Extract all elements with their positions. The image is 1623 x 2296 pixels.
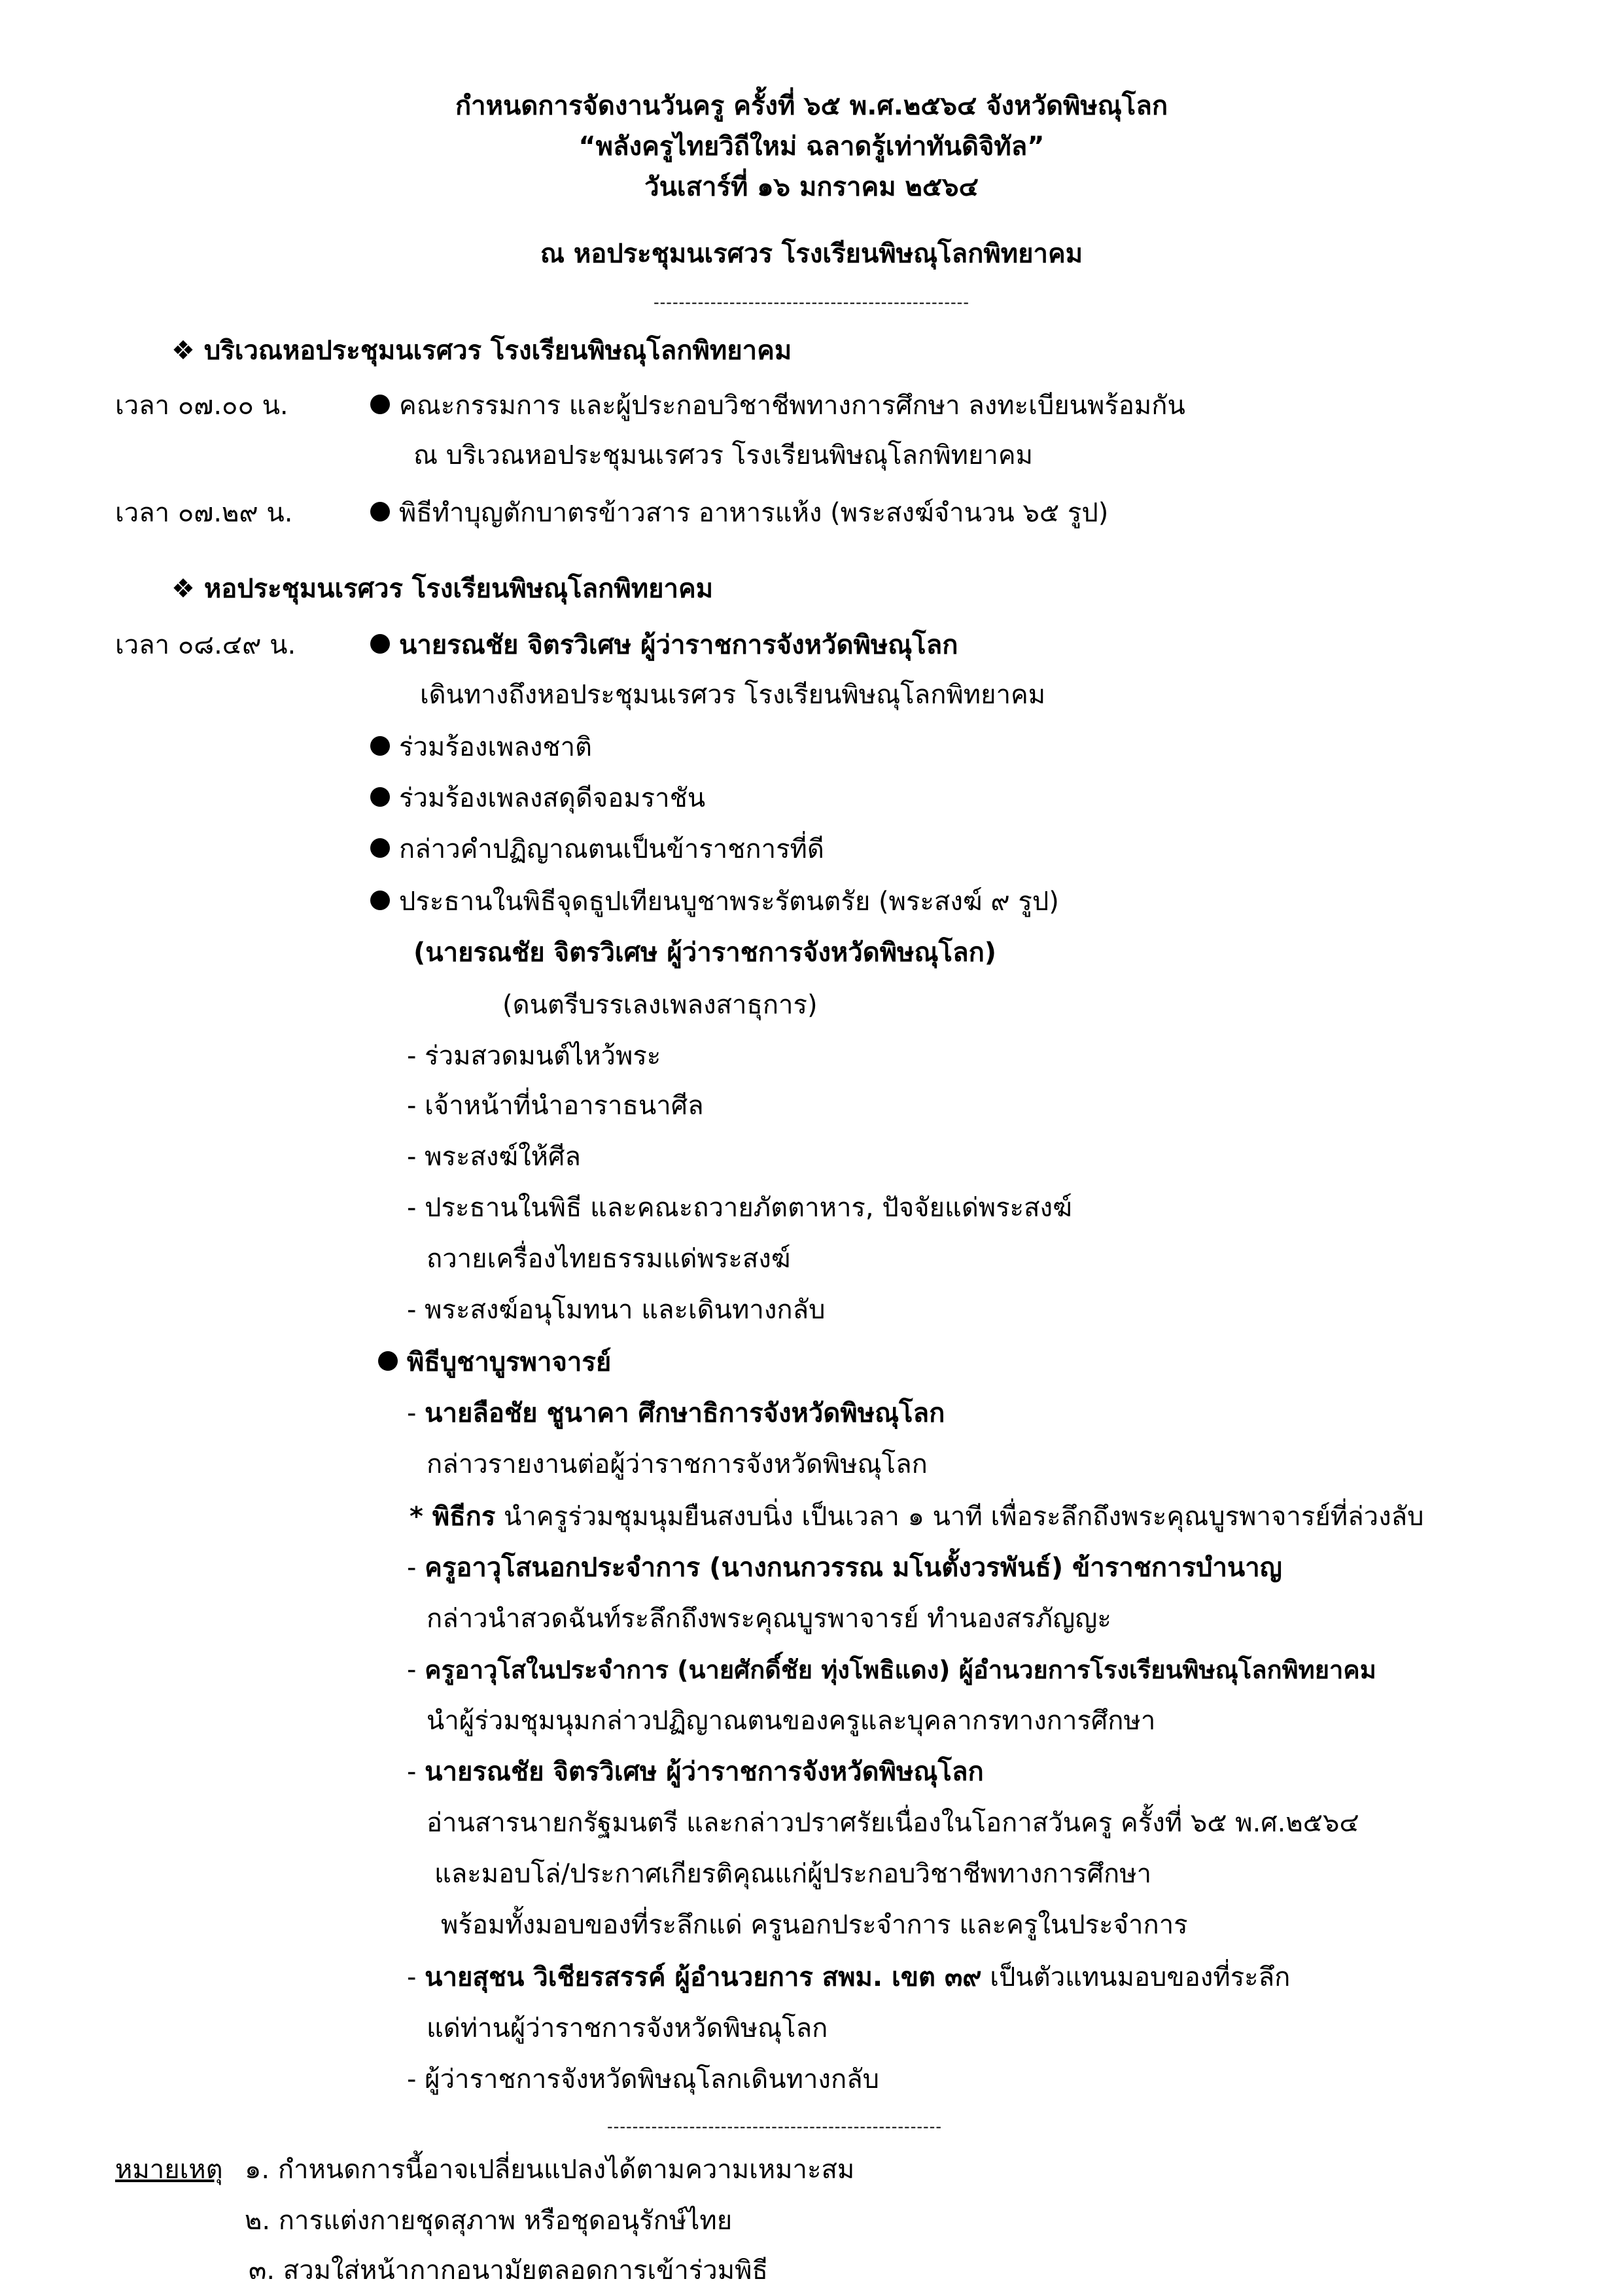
royal-anthem-item <box>370 783 705 814</box>
dash: - <box>407 1962 425 1992</box>
candle-music: (ดนตรีบรรเลงเพลงสาธุการ) <box>502 990 818 1020</box>
oath-item <box>370 834 824 865</box>
puja-item-3-name: ครูอาวุโสนอกประจำการ (นางกนกวรรณ มโนตั้งวรพันธ์) ข้าราชการบำนาญ <box>425 1553 1282 1583</box>
header-venue: ณ หอประชุมนเรศวร โรงเรียนพิษณุโลกพิทยาคม <box>540 239 1083 269</box>
rite-item: - ร่วมสวดมนต์ไหว้พระ <box>407 1041 661 1071</box>
diamond-bullet-icon: ❖ <box>171 336 195 366</box>
puja-item-1-name: นายลือชัย ชูนาคา ศึกษาธิการจังหวัดพิษณุโลก <box>425 1398 945 1428</box>
candle-text: ประธานในพิธีจุดธูปเทียนบูชาพระรัตนตรัย (พระสงฆ์ ๙ รูป) <box>399 887 1059 917</box>
puja-item-6-line2: แด่ท่านผู้ว่าราชการจังหวัดพิษณุโลก <box>427 2013 828 2043</box>
bullet-icon <box>370 395 390 414</box>
candle-item <box>370 886 1059 917</box>
puja-item-5-line2: อ่านสารนายกรัฐมนตรี และกล่าวปราศรัยเนื่องในโอกาสวันครู ครั้งที่ ๖๕ พ.ศ.๒๕๖๔ <box>427 1808 1359 1838</box>
puja-item-3-line2: กล่าวนำสวดฉันท์ระลึกถึงพระคุณบูรพาจารย์ ทำนองสรภัญญะ <box>427 1604 1111 1634</box>
royal-anthem-text: ร่วมร้องเพลงสดุดีจอมราชัน <box>399 783 706 813</box>
rite-item: - ประธานในพิธี และคณะถวายภัตตาหาร, ปัจจัยแด่พระสงฆ์ <box>407 1193 1072 1223</box>
anthem-item <box>370 732 592 763</box>
section2-title: หอประชุมนเรศวร โรงเรียนพิษณุโลกพิทยาคม <box>203 574 714 604</box>
governor-arrive <box>370 629 958 661</box>
bullet-icon <box>370 634 390 654</box>
bullet-icon <box>370 787 390 807</box>
section1-item-1 <box>370 390 1185 421</box>
section1-heading <box>171 335 792 366</box>
puja-item-1-line2: กล่าวรายงานต่อผู้ว่าราชการจังหวัดพิษณุโลก <box>427 1449 928 1479</box>
puja-item-7: - ผู้ว่าราชการจังหวัดพิษณุโลกเดินทางกลับ <box>407 2064 880 2094</box>
section1-item-1-text: คณะกรรมการ และผู้ประกอบวิชาชีพทางการศึกษา ลงทะเบียนพร้อมกัน <box>399 391 1185 421</box>
section2-heading <box>171 573 713 605</box>
bullet-icon <box>370 891 390 910</box>
puja-title: พิธีบูชาบูรพาจารย์ <box>407 1347 612 1377</box>
anthem-text: ร่วมร้องเพลงชาติ <box>399 732 593 762</box>
note-item: ๑. กำหนดการนี้อาจเปลี่ยนแปลงได้ตามความเหมาะสม <box>245 2155 855 2185</box>
puja-item-6 <box>407 1962 1290 1993</box>
puja-item-5-line3: และมอบโล่/ประกาศเกียรติคุณแก่ผู้ประกอบวิชาชีพทางการศึกษา <box>434 1859 1152 1889</box>
dash: - <box>407 1757 425 1787</box>
dash: - <box>407 1553 425 1583</box>
puja-heading <box>378 1347 611 1378</box>
puja-item-3 <box>407 1552 1282 1583</box>
oath-text: กล่าวคำปฏิญาณตนเป็นข้าราชการที่ดี <box>399 834 824 864</box>
section1-item-2 <box>370 497 1108 529</box>
puja-item-5-line4: พร้อมทั้งมอบของที่ระลึกแด่ ครูนอกประจำการ และครูในประจำการ <box>441 1910 1188 1940</box>
section1-title: บริเวณหอประชุมนเรศวร โรงเรียนพิษณุโลกพิทยาคม <box>203 336 792 366</box>
section1-time-1: เวลา ๐๗.๐๐ น. <box>115 391 288 421</box>
puja-item-5-name: นายรณชัย จิตรวิเศษ ผู้ว่าราชการจังหวัดพิษณุโลก <box>425 1757 984 1787</box>
header-theme: “พลังครูไทยวิถีใหม่ ฉลาดรู้เท่าทันดิจิทัล” <box>578 132 1045 162</box>
dash: - <box>407 1655 425 1685</box>
puja-item-2 <box>410 1501 1424 1532</box>
section1-time-2: เวลา ๐๗.๒๙ น. <box>115 498 293 528</box>
bullet-icon <box>370 736 390 756</box>
puja-item-4-line2: นำผู้ร่วมชุมนุมกล่าวปฏิญาณตนของครูและบุคลากรทางการศึกษา <box>427 1706 1156 1736</box>
mc-label: * พิธีกร <box>410 1502 496 1532</box>
governor-arrive-text: นายรณชัย จิตรวิเศษ ผู้ว่าราชการจังหวัดพิษณุโลก <box>399 630 958 660</box>
diamond-bullet-icon: ❖ <box>171 574 195 604</box>
dash: - <box>407 1398 425 1428</box>
header-title: กำหนดการจัดงานวันครู ครั้งที่ ๖๕ พ.ศ.๒๕๖๔ จังหวัดพิษณุโลก <box>455 91 1168 121</box>
puja-item-1 <box>407 1398 945 1429</box>
section2-divider: ----------------------------------------------------- <box>607 2117 942 2136</box>
bullet-icon <box>370 838 390 858</box>
puja-item-4-name: ครูอาวุโสในประจำการ (นายศักดิ์ชัย ทุ่งโพธิแดง) ผู้อำนวยการโรงเรียนพิษณุโลกพิทยาคม <box>425 1655 1376 1684</box>
header-divider: -------------------------------------------------- <box>653 293 969 311</box>
note-item: ๒. การแต่งกายชุดสุภาพ หรือชุดอนุรักษ์ไทย <box>245 2206 733 2236</box>
puja-item-5 <box>407 1756 984 1788</box>
candle-chair: (นายรณชัย จิตรวิเศษ ผู้ว่าราชการจังหวัดพิษณุโลก) <box>413 938 997 968</box>
header-date: วันเสาร์ที่ ๑๖ มกราคม ๒๕๖๔ <box>644 172 979 202</box>
note-item: ๓. สวมใส่หน้ากากอนามัยตลอดการเข้าร่วมพิธี <box>249 2255 768 2286</box>
notes-label: หมายเหตุ <box>115 2155 223 2185</box>
rite-item: ถวายเครื่องไทยธรรมแด่พระสงฆ์ <box>427 1244 791 1274</box>
puja-item-6-rest: เป็นตัวแทนมอบของที่ระลึก <box>981 1962 1291 1992</box>
governor-arrive-line2: เดินทางถึงหอประชุมนเรศวร โรงเรียนพิษณุโลกพิทยาคม <box>420 680 1046 710</box>
mc-text: นำครูร่วมชุมนุมยืนสงบนิ่ง เป็นเวลา ๑ นาที เพื่อระลึกถึงพระคุณบูรพาจารย์ที่ล่วงลับ <box>495 1502 1424 1532</box>
section1-item-1-line2: ณ บริเวณหอประชุมนเรศวร โรงเรียนพิษณุโลกพิทยาคม <box>413 440 1034 470</box>
rite-item: - พระสงฆ์ให้ศีล <box>407 1142 581 1172</box>
rite-item: - พระสงฆ์อนุโมทนา และเดินทางกลับ <box>407 1295 826 1325</box>
section1-item-2-text: พิธีทำบุญตักบาตรข้าวสาร อาหารแห้ง (พระสงฆ์จำนวน ๖๕ รูป) <box>399 498 1109 528</box>
rite-item: - เจ้าหน้าที่นำอาราธนาศีล <box>407 1091 704 1121</box>
bullet-icon <box>378 1351 398 1371</box>
puja-item-4 <box>407 1654 1376 1686</box>
bullet-icon <box>370 502 390 521</box>
puja-item-6-name: นายสุชน วิเชียรสรรค์ ผู้อำนวยการ สพม. เขต ๓๙ <box>425 1962 982 1992</box>
section2-time: เวลา ๐๘.๔๙ น. <box>115 630 296 660</box>
